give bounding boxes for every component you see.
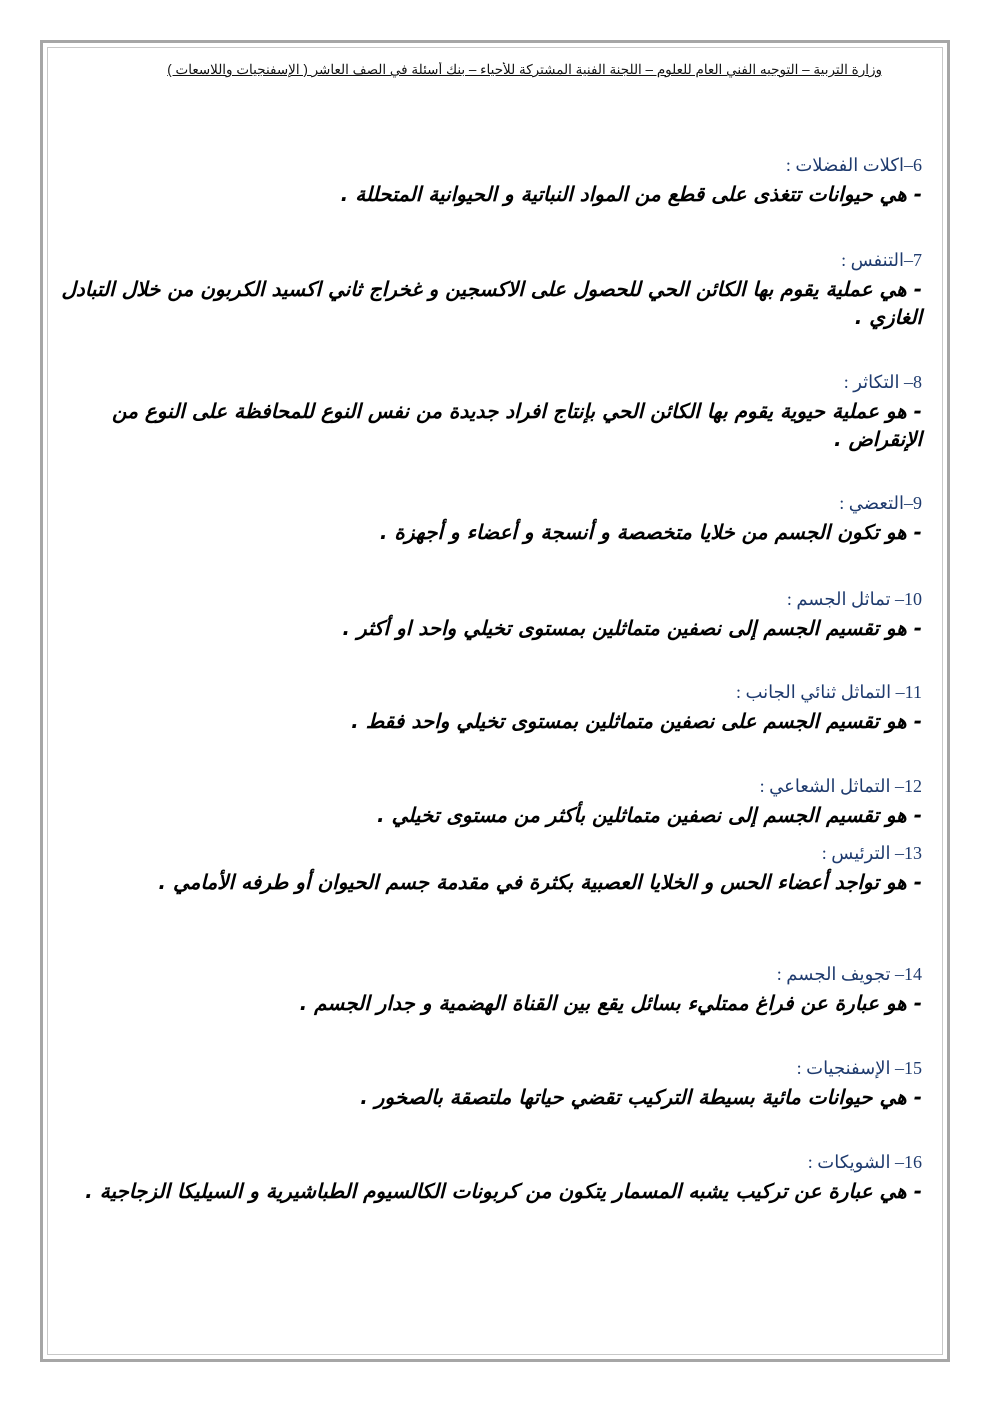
term-heading: 6–اكلات الفضلات : (785, 155, 922, 175)
term-label: الترئيس : (821, 843, 891, 863)
term-definition: - هو عبارة عن فراغ ممتليء بسائل يقع بين القناة الهضمية و جدار الجسم . (299, 991, 922, 1015)
definition-entry (40, 774, 922, 829)
term-definition: - هي عبارة عن تركيب يشبه المسمار يتكون من كربونات الكالسيوم الطباشيرية و السيليكا الزجاجية . (85, 1179, 922, 1203)
definition-entry (40, 1150, 922, 1205)
term-heading: 14– تجويف الجسم : (776, 964, 922, 984)
term-number: 9 (913, 493, 922, 513)
definition-entry (40, 680, 922, 735)
term-label: التعضي : (839, 493, 904, 513)
term-number: 7 (913, 250, 922, 270)
definition-entry (40, 370, 922, 453)
term-number: 15 (904, 1058, 922, 1078)
definition-entry (40, 962, 922, 1017)
term-definition: - هي حيوانات تتغذى على قطع من المواد النباتية و الحيوانية المتحللة . (340, 182, 922, 206)
page-header: وزارة التربية – التوجيه الفني العام للعلوم – اللجنة الفنية المشتركة للأحياء – بنك أسئلة في الصف العاشر ( الإسفنجيات واللاسعات ) (167, 62, 882, 77)
term-definition: - هو تقسيم الجسم إلى نصفين متماثلين بأكثر من مستوى تخيلي . (377, 803, 922, 827)
term-definition: - هو تكون الجسم من خلايا متخصصة و أنسجة و أعضاء و أجهزة . (379, 520, 922, 544)
definition-entry (40, 491, 922, 546)
definition-entry (40, 153, 922, 208)
term-number: 6 (913, 155, 922, 175)
term-label: التماثل الشعاعي : (759, 776, 891, 796)
term-heading: 9–التعضي : (839, 493, 922, 513)
term-label: تماثل الجسم : (786, 589, 891, 609)
term-definition: - هو عملية حيوية يقوم بها الكائن الحي بإنتاج افراد جديدة من نفس النوع للمحافظة على النوع من الإنقراض . (112, 399, 922, 451)
term-label: التكاثر : (843, 372, 900, 392)
term-number: 12 (904, 776, 922, 796)
definition-entry (40, 1056, 922, 1111)
term-number: 14 (904, 964, 922, 984)
term-label: الإسفنجيات : (796, 1058, 891, 1078)
term-heading: 7–التنفس : (841, 250, 922, 270)
definition-entry (40, 841, 922, 896)
term-heading: 13– الترئيس : (821, 843, 922, 863)
term-heading: 10– تماثل الجسم : (786, 589, 922, 609)
term-definition: - هو تقسيم الجسم على نصفين متماثلين بمستوى تخيلي واحد فقط . (351, 709, 922, 733)
term-number: 10 (904, 589, 922, 609)
term-number: 16 (904, 1152, 922, 1172)
term-definition: - هي عملية يقوم بها الكائن الحي للحصول على الاكسجين و غخراج ثاني اكسيد الكربون من خلال التبادل الغازي . (61, 277, 922, 329)
term-label: التماثل ثنائي الجانب : (735, 682, 892, 702)
term-heading: 12– التماثل الشعاعي : (759, 776, 922, 796)
term-number: 13 (904, 843, 922, 863)
term-heading: 8– التكاثر : (843, 372, 922, 392)
term-label: تجويف الجسم : (776, 964, 891, 984)
term-label: التنفس : (841, 250, 904, 270)
term-heading: 16– الشويكات : (807, 1152, 922, 1172)
term-definition: - هي حيوانات مائية بسيطة التركيب تقضي حياتها ملتصقة بالصخور . (360, 1085, 922, 1109)
term-label: الشويكات : (807, 1152, 891, 1172)
term-definition: - هو تقسيم الجسم إلى نصفين متماثلين بمستوى تخيلي واحد او أكثر . (342, 616, 922, 640)
term-label: اكلات الفضلات : (785, 155, 904, 175)
term-heading: 15– الإسفنجيات : (796, 1058, 922, 1078)
term-definition: - هو تواجد أعضاء الحس و الخلايا العصبية بكثرة في مقدمة جسم الحيوان أو طرفه الأمامي . (158, 870, 922, 894)
term-number: 8 (913, 372, 922, 392)
definition-entry (40, 248, 922, 331)
definition-entry (40, 587, 922, 642)
term-heading: 11– التماثل ثنائي الجانب : (735, 682, 922, 702)
term-number: 11 (904, 682, 922, 702)
